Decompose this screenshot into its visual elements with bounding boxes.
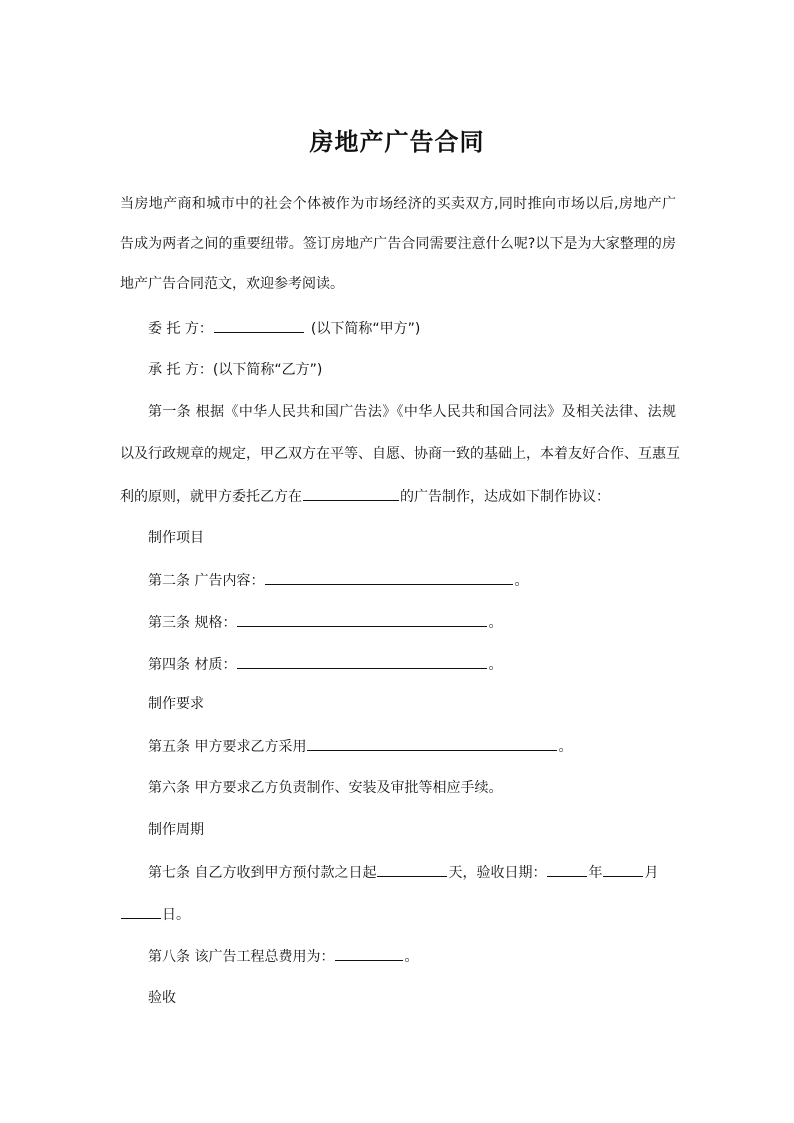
article-7-line-1 <box>148 862 658 883</box>
party-a-label: 委 托 方： <box>148 321 213 337</box>
article-7-pre: 第七条 自乙方收到甲方预付款之日起 <box>148 865 377 881</box>
article-8-label: 第八条 该广告工程总费用为： <box>148 949 335 965</box>
article-2 <box>148 570 528 591</box>
article-1-post: 的广告制作，达成如下制作协议： <box>400 489 610 505</box>
article-6: 第六条 甲方要求乙方负责制作、安装及审批等相应手续。 <box>148 780 503 796</box>
article-5-end: 。 <box>558 739 573 755</box>
article-2-label: 第二条 广告内容： <box>148 573 265 589</box>
intro-line-1: 当房地产商和城市中的社会个体被作为市场经济的买卖双方,同时推向市场以后,房地产广 <box>120 196 676 212</box>
intro-line-2: 告成为两者之间的重要纽带。签订房地产广告合同需要注意什么呢?以下是为大家整理的房 <box>120 236 676 252</box>
party-a-note: (以下简称“甲方”) <box>310 321 421 337</box>
party-a-line <box>148 318 420 339</box>
article-7-days: 天，验收日期： <box>448 865 547 881</box>
article-1-line-3 <box>120 486 610 507</box>
article-1-blank[interactable] <box>303 486 399 501</box>
party-a-blank[interactable] <box>214 318 304 333</box>
article-4-blank[interactable] <box>237 654 487 669</box>
article-1-pre: 利的原则，就甲方委托乙方在 <box>120 489 302 505</box>
article-1-line-1: 第一条 根据《中华人民共和国广告法》《中华人民共和国合同法》及相关法律、法规 <box>148 404 676 420</box>
article-4-end: 。 <box>488 657 503 673</box>
article-7-days-blank[interactable] <box>377 862 447 877</box>
document-title: 房地产广告合同 <box>309 127 485 156</box>
article-8-blank[interactable] <box>335 946 403 961</box>
article-7-year: 年 <box>588 865 603 881</box>
party-b-line <box>148 360 322 380</box>
article-3-blank[interactable] <box>237 612 487 627</box>
article-4 <box>148 654 502 675</box>
party-b-label: 承 托 方： <box>148 362 213 378</box>
article-4-label: 第四条 材质： <box>148 657 237 673</box>
article-7-day: 日。 <box>162 907 190 923</box>
article-3-label: 第三条 规格： <box>148 615 237 631</box>
article-7-line-2 <box>120 904 190 925</box>
article-5-label: 第五条 甲方要求乙方采用 <box>148 739 307 755</box>
section-project: 制作项目 <box>148 530 204 546</box>
article-2-end: 。 <box>514 573 529 589</box>
article-7-year-blank[interactable] <box>547 862 587 877</box>
section-accept: 验收 <box>148 990 176 1006</box>
section-period: 制作周期 <box>148 822 204 838</box>
article-2-blank[interactable] <box>265 570 513 585</box>
article-5-blank[interactable] <box>307 736 557 751</box>
article-8-end: 。 <box>404 949 419 965</box>
article-7-month-blank[interactable] <box>603 862 643 877</box>
party-b-note: (以下简称“乙方”) <box>212 362 323 378</box>
section-require: 制作要求 <box>148 696 204 712</box>
article-7-month: 月 <box>644 865 659 881</box>
article-7-day-blank[interactable] <box>121 904 161 919</box>
article-1-line-2: 以及行政规章的规定，甲乙双方在平等、自愿、协商一致的基础上，本着友好合作、互惠互 <box>120 446 680 462</box>
article-3 <box>148 612 502 633</box>
intro-line-3: 地产广告合同范文，欢迎参考阅读。 <box>120 276 344 292</box>
article-5 <box>148 736 572 757</box>
article-8 <box>148 946 418 967</box>
article-3-end: 。 <box>488 615 503 631</box>
